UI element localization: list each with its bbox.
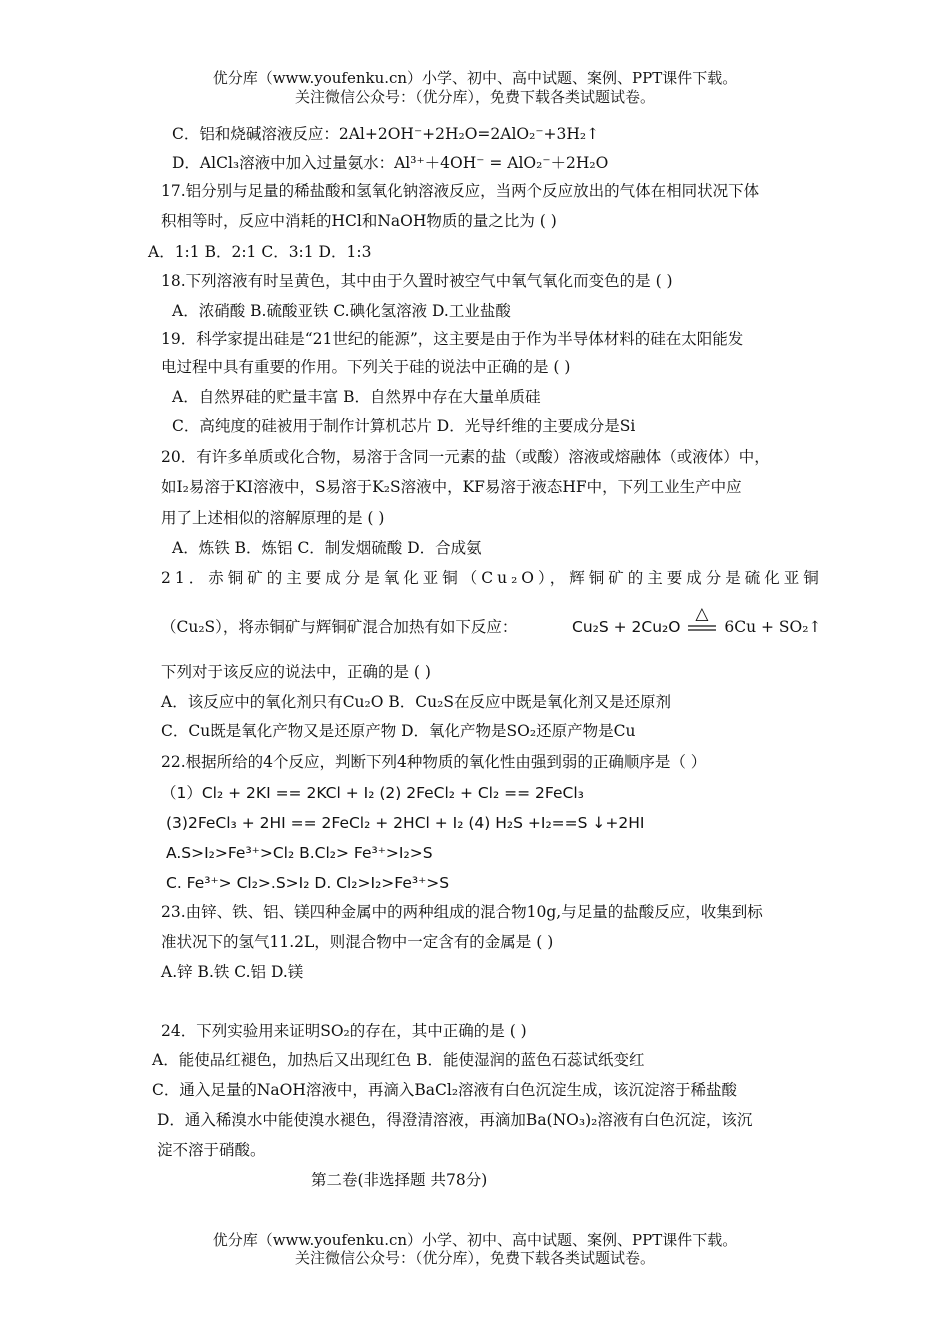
q21-reaction-equation (572, 604, 822, 638)
footer-line-1: 优分库（www.youfenku.cn）小学、初中、高中试题、案例、PPT课件下载。 (212, 1231, 738, 1249)
q22-reactions-1-2: （1）Cl₂ + 2KI == 2KCl + I₂ (2) 2FeCl₂ + Cl₂ == 2FeCl₃ (161, 784, 584, 802)
q23-stem-1: 23.由锌、铁、铝、镁四种金属中的两种组成的混合物10g,与足量的盐酸反应，收集到标 (161, 903, 763, 921)
part-two-title: 第二卷(非选择题 共78分) (311, 1171, 488, 1189)
q16-option-d: D．AlCl₃溶液中加入过量氨水：Al³⁺＋4OH⁻ = AlO₂⁻＋2H₂O (172, 154, 609, 172)
q21-options-cd: C．Cu既是氧化产物又是还原产物 D．氧化产物是SO₂还原产物是Cu (161, 722, 636, 740)
heat-triangle-icon: △ (695, 604, 709, 624)
q18-stem: 18.下列溶液有时呈黄色，其中由于久置时被空气中氧气氧化而变色的是 ( ) (161, 272, 673, 290)
q22-options-ab: A.S>I₂>Fe³⁺>Cl₂ B.Cl₂> Fe³⁺>I₂>S (166, 844, 433, 862)
q22-stem: 22.根据所给的4个反应，判断下列4种物质的氧化性由强到弱的正确顺序是（ ） (161, 753, 707, 771)
q21-stem-1: 21．赤铜矿的主要成分是氧化亚铜（Cu₂O），辉铜矿的主要成分是硫化亚铜 (161, 569, 823, 587)
q24-options-ab: A．能使品红褪色，加热后又出现红色 B．能使湿润的蓝色石蕊试纸变红 (152, 1051, 645, 1069)
q23-options: A.锌 B.铁 C.铝 D.镁 (161, 963, 304, 981)
equals-sign-icon (687, 618, 717, 638)
q21-stem-2: （Cu₂S），将赤铜矿与辉铜矿混合加热有如下反应： (161, 618, 518, 636)
q19-stem-2: 电过程中具有重要的作用。下列关于硅的说法中正确的是 ( ) (161, 358, 571, 376)
q17-stem-1: 17.铝分别与足量的稀盐酸和氢氧化钠溶液反应，当两个反应放出的气体在相同状况下体 (161, 182, 760, 200)
q20-stem-1: 20．有许多单质或化合物，易溶于含同一元素的盐（或酸）溶液或熔融体（或液体）中， (161, 448, 770, 466)
q24-option-d-2: 淀不溶于硝酸。 (157, 1141, 266, 1159)
q19-options-cd: C．高纯度的硅被用于制作计算机芯片 D．光导纤维的主要成分是Si (172, 417, 636, 435)
q16-option-c: C．铝和烧碱溶液反应：2Al+2OH⁻+2H₂O=2AlO₂⁻+3H₂↑ (172, 125, 600, 143)
q24-option-d-1: D．通入稀溴水中能使溴水褪色，得澄清溶液，再滴加Ba(NO₃)₂溶液有白色沉淀，该沉 (157, 1111, 753, 1129)
q21-reaction-products: 6Cu + SO₂↑ (724, 618, 822, 636)
header-line-1: 优分库（www.youfenku.cn）小学、初中、高中试题、案例、PPT课件下载。 (212, 69, 738, 87)
q19-stem-1: 19．科学家提出硅是“21世纪的能源”，这主要是由于作为半导体材料的硅在太阳能发 (161, 330, 744, 348)
q19-options-ab: A．自然界硅的贮量丰富 B．自然界中存在大量单质硅 (172, 388, 541, 406)
footer-line-2: 关注微信公众号：（优分库），免费下载各类试题试卷。 (294, 1249, 655, 1267)
q21-reaction-reactants: Cu₂S + 2Cu₂O (572, 618, 681, 636)
q21-reaction-heat-sign (687, 604, 717, 638)
q17-stem-2: 积相等时，反应中消耗的HCl和NaOH物质的量之比为 ( ) (161, 212, 557, 230)
q21-options-ab: A．该反应中的氧化剂只有Cu₂O B．Cu₂S在反应中既是氧化剂又是还原剂 (161, 693, 671, 711)
q18-options: A．浓硝酸 B.硫酸亚铁 C.碘化氢溶液 D.工业盐酸 (172, 302, 511, 320)
q20-stem-3: 用了上述相似的溶解原理的是 ( ) (161, 509, 385, 527)
header-line-2: 关注微信公众号：（优分库），免费下载各类试题试卷。 (294, 88, 655, 106)
q17-options: A．1:1 B．2:1 C．3:1 D．1:3 (148, 243, 372, 261)
q20-options: A．炼铁 B．炼铝 C．制发烟硫酸 D．合成氨 (172, 539, 482, 557)
q22-reactions-3-4: (3)2FeCl₃ + 2HI == 2FeCl₂ + 2HCl + I₂ (4) H₂S +I₂==S ↓+2HI (166, 814, 645, 832)
q20-stem-2: 如I₂易溶于KI溶液中，S易溶于K₂S溶液中，KF易溶于液态HF中，下列工业生产中应 (161, 478, 742, 496)
q24-option-c: C．通入足量的NaOH溶液中，再滴入BaCl₂溶液有白色沉淀生成，该沉淀溶于稀盐酸 (152, 1081, 738, 1099)
q21-stem-3: 下列对于该反应的说法中，正确的是 ( ) (161, 663, 431, 681)
q23-stem-2: 准状况下的氢气11.2L，则混合物中一定含有的金属是 ( ) (161, 933, 554, 951)
q24-stem: 24．下列实验用来证明SO₂的存在，其中正确的是 ( ) (161, 1022, 527, 1040)
q22-options-cd: C. Fe³⁺> Cl₂>.S>I₂ D. Cl₂>I₂>Fe³⁺>S (166, 874, 450, 892)
